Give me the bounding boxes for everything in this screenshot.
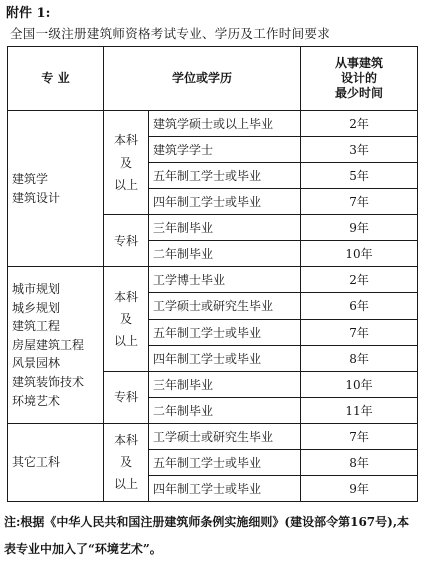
level-cell [104, 111, 149, 215]
level-text: 以上 [113, 334, 138, 349]
degree-cell: 五年制工学士或毕业 [149, 163, 301, 189]
degree-cell: 五年制工学士或毕业 [149, 319, 301, 345]
header-degree: 学位或学历 [104, 47, 301, 111]
table-row [8, 111, 418, 137]
major-name: 建筑学 [12, 172, 49, 187]
level-cell [104, 423, 149, 501]
years-cell: 7年 [301, 189, 418, 215]
major-cell [8, 423, 104, 501]
degree-cell: 四年制工学士或毕业 [149, 189, 301, 215]
major-name: 环境艺术 [12, 393, 61, 408]
footnote: 注:根据《中华人民共和国注册建筑师条例实施细则》(建设部令第167号),本表专业中加入了“环境艺术”。 [4, 515, 410, 556]
level-text: 以上 [113, 177, 138, 192]
header-years-line: 设计的 [341, 71, 378, 85]
level-text: 本科 [113, 433, 138, 448]
major-name: 城市规划 [12, 281, 61, 296]
years-cell: 10年 [301, 371, 418, 397]
header-years-line: 从事建筑 [335, 56, 384, 70]
degree-cell: 建筑学学士 [149, 137, 301, 163]
degree-cell: 四年制工学士或毕业 [149, 345, 301, 371]
degree-cell: 工学博士毕业 [149, 267, 301, 293]
degree-cell: 工学硕士或研究生毕业 [149, 423, 301, 449]
major-cell [8, 111, 104, 267]
attachment-label: 附件 1: [6, 6, 51, 21]
degree-cell: 三年制毕业 [149, 215, 301, 241]
major-name: 建筑装饰技术 [12, 374, 85, 389]
years-cell: 8年 [301, 449, 418, 475]
header-years-line: 最少时间 [335, 86, 384, 100]
degree-cell: 三年制毕业 [149, 371, 301, 397]
major-name: 风景园林 [12, 356, 61, 371]
degree-cell: 二年制毕业 [149, 241, 301, 267]
degree-cell: 建筑学硕士或以上毕业 [149, 111, 301, 137]
level-text: 及 [119, 455, 132, 470]
major-name: 建筑设计 [12, 190, 61, 205]
years-cell: 10年 [301, 241, 418, 267]
major-name: 城乡规划 [12, 300, 61, 315]
level-text: 专科 [113, 233, 138, 248]
years-cell: 2年 [301, 111, 418, 137]
degree-cell: 四年制工学士或毕业 [149, 475, 301, 501]
level-text: 本科 [113, 133, 138, 148]
level-text: 本科 [113, 289, 138, 304]
degree-cell: 工学硕士或研究生毕业 [149, 293, 301, 319]
level-text: 专科 [113, 390, 138, 405]
level-text: 及 [119, 155, 132, 170]
degree-cell: 五年制工学士或毕业 [149, 449, 301, 475]
table-row [8, 267, 418, 293]
years-cell: 5年 [301, 163, 418, 189]
years-cell: 9年 [301, 475, 418, 501]
level-cell [104, 371, 149, 423]
years-cell: 8年 [301, 345, 418, 371]
years-cell: 7年 [301, 319, 418, 345]
years-cell: 2年 [301, 267, 418, 293]
level-text: 及 [119, 311, 132, 326]
major-name: 建筑工程 [12, 319, 61, 334]
document-title: 全国一级注册建筑师资格考试专业、学历及工作时间要求 [10, 26, 331, 41]
years-cell: 3年 [301, 137, 418, 163]
table-header-row [8, 47, 418, 111]
major-name: 房屋建筑工程 [12, 337, 85, 352]
table-row [8, 423, 418, 449]
level-text: 以上 [113, 477, 138, 492]
header-years [301, 47, 418, 111]
major-name: 其它工科 [12, 455, 61, 470]
years-cell: 6年 [301, 293, 418, 319]
requirements-table [7, 46, 418, 502]
level-cell [104, 267, 149, 371]
degree-cell: 二年制毕业 [149, 397, 301, 423]
header-major: 专 业 [8, 47, 104, 111]
level-cell [104, 215, 149, 267]
years-cell: 9年 [301, 215, 418, 241]
major-cell [8, 267, 104, 423]
years-cell: 7年 [301, 423, 418, 449]
years-cell: 11年 [301, 397, 418, 423]
